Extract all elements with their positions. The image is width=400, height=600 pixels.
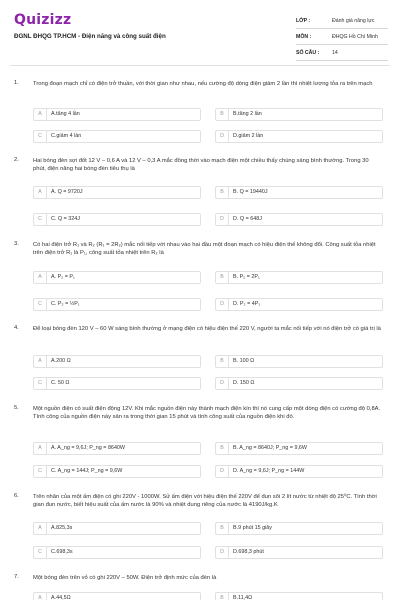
answer-option-b[interactable] bbox=[215, 592, 383, 600]
question-text: Trên nhãn của một ấm điện có ghi 220V - 1000W. Sử ấm điện với hiệu điện thế 220V để đun sôi 2 lít nước từ nhiệt độ 25⁰C. Tính thời gian đun nước, biết hiệu suất của ấm nước là 90% và nhiệt dung riêng của nước là 4190J/kg.K bbox=[33, 494, 377, 509]
answer-option-c[interactable] bbox=[33, 298, 201, 311]
answer-option-c[interactable] bbox=[33, 546, 201, 559]
option-letter: A bbox=[34, 443, 47, 454]
meta-value: Đánh giá năng lực bbox=[332, 17, 375, 24]
answer-option-c[interactable] bbox=[33, 465, 201, 478]
option-text: A. A_ng = 9,6J; P_ng = 8640W bbox=[51, 445, 126, 451]
question-number: 7. bbox=[14, 574, 19, 580]
option-letter: D bbox=[216, 299, 229, 310]
answer-option-b[interactable] bbox=[215, 271, 383, 284]
question-number: 6. bbox=[14, 493, 19, 499]
question-text: Trong đoạn mạch chỉ có điện trở thuần, với thời gian như nhau, nếu cường độ dòng điện giảm 2 lần thì nhiệt lượng tỏa ra trên mạch bbox=[33, 81, 373, 87]
question-text: Một nguồn điện có suất điện động 12V. Khi mắc nguồn điện này thành mạch điện kín thì nó cung cấp một dòng điện có cường độ 0,8A. Tính công của nguồn điện này sản ra trong thời gian 15 phút và tính công suất của nguồn điện khi đó. bbox=[33, 406, 381, 421]
option-letter: B bbox=[216, 356, 229, 367]
answer-option-a[interactable] bbox=[33, 186, 201, 199]
meta-key: LỚP : bbox=[296, 17, 311, 24]
answer-option-a[interactable] bbox=[33, 355, 201, 368]
meta-row-question-count bbox=[296, 45, 388, 61]
answer-option-c[interactable] bbox=[33, 213, 201, 226]
option-text: B. 100 Ω bbox=[233, 358, 255, 364]
option-text: A.44,5Ω bbox=[51, 595, 71, 600]
option-letter: A bbox=[34, 523, 47, 534]
answer-option-a[interactable] bbox=[33, 522, 201, 535]
question-number: 3. bbox=[14, 241, 19, 247]
option-text: B.9 phút 15 giây bbox=[233, 525, 272, 531]
option-letter: B bbox=[216, 593, 229, 600]
option-text: A.825,3s bbox=[51, 525, 73, 531]
option-letter: C bbox=[34, 131, 47, 142]
option-letter: B bbox=[216, 187, 229, 198]
question-text: Có hai điện trở R₁ và R₂ (R₁ = 2R₂) mắc nối tiếp với nhau vào hai đầu một đoạn mạch có hiệu điện thế không đổi. Công suất tỏa nhiệt trên điện trở R₁ là P₁, công suất tỏa nhiệt trên R₂ là bbox=[33, 242, 376, 257]
option-text: A.tăng 4 lần bbox=[51, 111, 80, 117]
question-number: 1. bbox=[14, 80, 19, 86]
answer-option-b[interactable] bbox=[215, 355, 383, 368]
document-title: ĐGNL ĐHQG TP.HCM - Điện năng và công suất điện bbox=[14, 33, 166, 40]
option-text: C.giảm 4 lần bbox=[51, 133, 82, 139]
option-text: C. 50 Ω bbox=[51, 380, 70, 386]
option-letter: B bbox=[216, 443, 229, 454]
meta-value: 14 bbox=[332, 49, 338, 56]
option-text: B. A_ng = 8640J; P_ng = 9,6W bbox=[233, 445, 308, 451]
answer-option-d[interactable] bbox=[215, 465, 383, 478]
option-letter: D bbox=[216, 378, 229, 389]
meta-row-class bbox=[296, 13, 388, 29]
header-divider bbox=[10, 65, 390, 66]
option-letter: A bbox=[34, 272, 47, 283]
meta-row-subject bbox=[296, 29, 388, 45]
meta-key: SỐ CÂU : bbox=[296, 49, 320, 56]
answer-option-d[interactable] bbox=[215, 130, 383, 143]
option-text: A.200 Ω bbox=[51, 358, 71, 364]
option-text: D. P₂ = 4P₁ bbox=[233, 301, 261, 307]
option-letter: D bbox=[216, 214, 229, 225]
option-text: A. P₂ = P₁ bbox=[51, 274, 75, 280]
option-text: C. A_ng = 144J; P_ng = 9,6W bbox=[51, 468, 123, 474]
question-text: Để loại bóng đèn 120 V – 60 W sáng bình thường ở mạng điện có hiệu điện thế 220 V, người ta mắc nối tiếp với nó điện trở có giá trị là bbox=[33, 326, 381, 332]
question-number: 5. bbox=[14, 405, 19, 411]
answer-option-b[interactable] bbox=[215, 186, 383, 199]
option-text: D.698,3 phút bbox=[233, 549, 264, 555]
option-text: B.tăng 2 lần bbox=[233, 111, 262, 117]
option-letter: A bbox=[34, 187, 47, 198]
option-letter: B bbox=[216, 523, 229, 534]
option-letter: C bbox=[34, 214, 47, 225]
option-text: C. Q = 324J bbox=[51, 216, 80, 222]
option-letter: D bbox=[216, 547, 229, 558]
answer-option-d[interactable] bbox=[215, 213, 383, 226]
answer-option-d[interactable] bbox=[215, 298, 383, 311]
question-number: 2. bbox=[14, 157, 19, 163]
answer-option-b[interactable] bbox=[215, 522, 383, 535]
option-text: D.giảm 2 lần bbox=[233, 133, 264, 139]
question-text: Hai bóng đèn sợi đốt 12 V – 0,6 A và 12 V – 0,3 A mắc đồng thời vào mạch điện một chiều thấy chúng sáng bình thường. Trong 30 phút, điện năng hai bóng đèn tiêu thụ là bbox=[33, 158, 369, 173]
option-letter: B bbox=[216, 109, 229, 120]
answer-option-c[interactable] bbox=[33, 377, 201, 390]
option-letter: A bbox=[34, 593, 47, 600]
option-letter: D bbox=[216, 466, 229, 477]
option-text: C.698,3s bbox=[51, 549, 73, 555]
option-text: D. Q = 648J bbox=[233, 216, 262, 222]
meta-key: MÔN : bbox=[296, 33, 312, 40]
option-letter: D bbox=[216, 131, 229, 142]
option-text: B. Q = 19440J bbox=[233, 189, 268, 195]
answer-option-a[interactable] bbox=[33, 592, 201, 600]
answer-option-a[interactable] bbox=[33, 442, 201, 455]
option-letter: C bbox=[34, 547, 47, 558]
option-letter: C bbox=[34, 299, 47, 310]
option-text: A. Q = 9720J bbox=[51, 189, 83, 195]
option-letter: A bbox=[34, 356, 47, 367]
answer-option-a[interactable] bbox=[33, 271, 201, 284]
option-text: C. P₂ = ½P₁ bbox=[51, 301, 80, 307]
answer-option-d[interactable] bbox=[215, 377, 383, 390]
option-letter: C bbox=[34, 378, 47, 389]
meta-value: ĐHQG Hồ Chí Minh bbox=[332, 33, 378, 40]
option-letter: B bbox=[216, 272, 229, 283]
option-text: D. 150 Ω bbox=[233, 380, 255, 386]
answer-option-d[interactable] bbox=[215, 546, 383, 559]
answer-option-a[interactable] bbox=[33, 108, 201, 121]
question-number: 4. bbox=[14, 325, 19, 331]
option-text: D. A_ng = 9,6J; P_ng = 144W bbox=[233, 468, 305, 474]
option-text: B. P₂ = 2P₁ bbox=[233, 274, 260, 280]
meta-table bbox=[296, 13, 388, 61]
answer-option-b[interactable] bbox=[215, 108, 383, 121]
option-text: B.11,4Ω bbox=[233, 595, 253, 600]
answer-option-c[interactable] bbox=[33, 130, 201, 143]
option-letter: C bbox=[34, 466, 47, 477]
answer-option-b[interactable] bbox=[215, 442, 383, 455]
quizizz-logo: Quizizz bbox=[14, 12, 72, 28]
question-text: Một bóng đèn trên vỏ có ghi 220V – 50W. Điện trở định mức của đèn là bbox=[33, 575, 217, 581]
option-letter: A bbox=[34, 109, 47, 120]
